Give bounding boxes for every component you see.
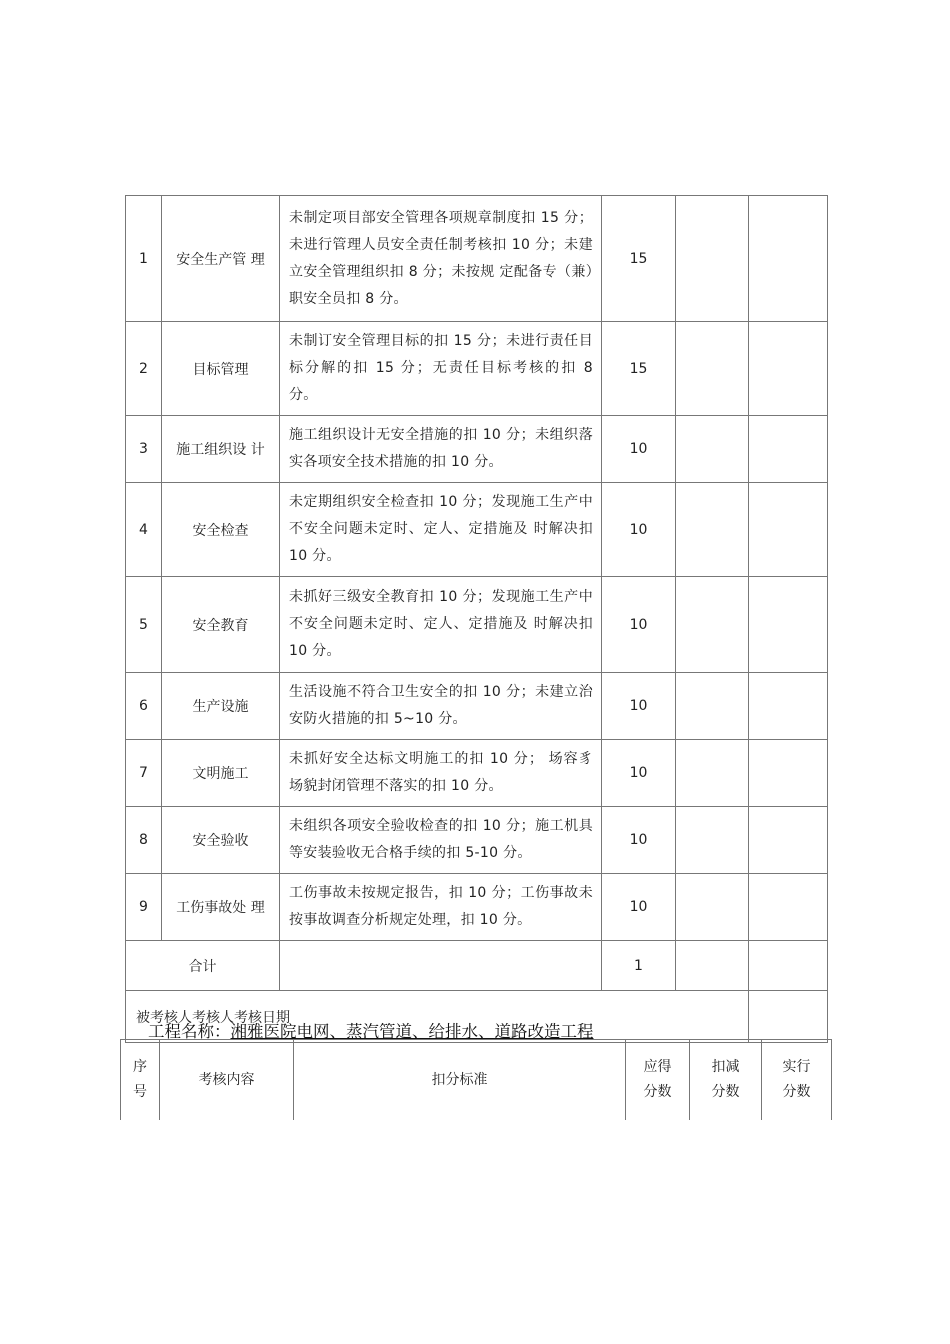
due-score: 10 [602,416,676,483]
assessment-item: 目标管理 [162,322,280,416]
deduction-cell[interactable] [676,807,749,874]
table-row [126,807,828,874]
deduction-cell[interactable] [676,322,749,416]
total-standard-cell [280,941,602,991]
total-actual-cell[interactable] [749,941,828,991]
deduction-cell[interactable] [676,483,749,577]
assessment-item: 安全教育 [162,577,280,673]
total-deduction-cell[interactable] [676,941,749,991]
project-label: 工程名称： [148,1022,231,1041]
assessment-item: 生产设施 [162,673,280,740]
header-row [121,1040,832,1121]
deduction-cell[interactable] [676,740,749,807]
table-row [126,196,828,322]
table-row [126,416,828,483]
actual-score-cell[interactable] [749,483,828,577]
project-name: 湘雅医院电网、蒸汽管道、给排水、道路改造工程 [230,1022,594,1041]
table-row [126,740,828,807]
actual-score-cell[interactable] [749,807,828,874]
actual-score-cell[interactable] [749,740,828,807]
deduction-standard: 未制订安全管理目标的扣 15 分；未进行责任目标分解的扣 15 分；无责任目标考核的扣 8 分。 [280,322,602,416]
table-row [126,673,828,740]
due-score: 10 [602,577,676,673]
assessment-item: 安全验收 [162,807,280,874]
header-due-score: 应得 分数 [626,1040,690,1121]
row-number: 2 [126,322,162,416]
assessment-item: 安全生产管 理 [162,196,280,322]
due-score: 10 [602,483,676,577]
due-score: 10 [602,807,676,874]
deduction-standard: 未制定项目部安全管理各项规章制度扣 15 分；未进行管理人员安全责任制考核扣 10 分；未建立安全管理组织扣 8 分；未按规 定配备专（兼）职安全员扣 8 分。 [280,196,602,322]
header-content: 考核内容 [160,1040,294,1121]
table-row [126,483,828,577]
reviewer-signature-line: 被考核人考核人考核日期 [126,991,749,1043]
row-number: 4 [126,483,162,577]
row-number: 9 [126,874,162,941]
deduction-standard: 未抓好安全达标文明施工的扣 10 分； 场容豸场貌封闭管理不落实的扣 10 分。 [280,740,602,807]
deduction-standard: 生活设施不符合卫生安全的扣 10 分；未建立治安防火措施的扣 5~10 分。 [280,673,602,740]
assessment-item: 安全检查 [162,483,280,577]
actual-score-cell[interactable] [749,322,828,416]
reviewer-date-cell[interactable] [749,991,828,1043]
table-row [126,874,828,941]
actual-score-cell[interactable] [749,874,828,941]
deduction-standard: 未组织各项安全验收检查的扣 10 分；施工机具等安装验收无合格手续的扣 5-10 分。 [280,807,602,874]
assessment-item: 施工组织设 计 [162,416,280,483]
deduction-standard: 施工组织设计无安全措施的扣 10 分；未组织落实各项安全技术措施的扣 10 分。 [280,416,602,483]
row-number: 7 [126,740,162,807]
due-score: 10 [602,673,676,740]
actual-score-cell[interactable] [749,577,828,673]
deduction-cell[interactable] [676,416,749,483]
total-row [126,941,828,991]
deduction-cell[interactable] [676,673,749,740]
row-number: 3 [126,416,162,483]
actual-score-cell[interactable] [749,196,828,322]
deduction-standard: 未抓好三级安全教育扣 10 分；发现施工生产中不安全问题未定时、定人、定措施及 时解决扣 10 分。 [280,577,602,673]
row-number: 8 [126,807,162,874]
table-row [126,577,828,673]
next-page-header-table [120,1039,832,1120]
header-standard: 扣分标准 [294,1040,626,1121]
deduction-cell[interactable] [676,196,749,322]
assessment-item: 文明施工 [162,740,280,807]
table-row [126,322,828,416]
row-number: 1 [126,196,162,322]
header-deduction: 扣减 分数 [690,1040,762,1121]
assessment-table [125,195,828,1043]
total-score: 1 [602,941,676,991]
due-score: 10 [602,874,676,941]
header-number: 序 号 [121,1040,160,1121]
deduction-cell[interactable] [676,874,749,941]
deduction-standard: 未定期组织安全检查扣 10 分；发现施工生产中不安全问题未定时、定人、定措施及 时解决扣 10 分。 [280,483,602,577]
due-score: 15 [602,196,676,322]
total-label: 合计 [126,941,280,991]
actual-score-cell[interactable] [749,416,828,483]
actual-score-cell[interactable] [749,673,828,740]
row-number: 5 [126,577,162,673]
assessment-item: 工伤事故处 理 [162,874,280,941]
row-number: 6 [126,673,162,740]
header-actual-score: 实行 分数 [762,1040,832,1121]
due-score: 15 [602,322,676,416]
deduction-standard: 工伤事故未按规定报告，扣 10 分；工伤事故未按事故调查分析规定处理，扣 10 分。 [280,874,602,941]
deduction-cell[interactable] [676,577,749,673]
due-score: 10 [602,740,676,807]
